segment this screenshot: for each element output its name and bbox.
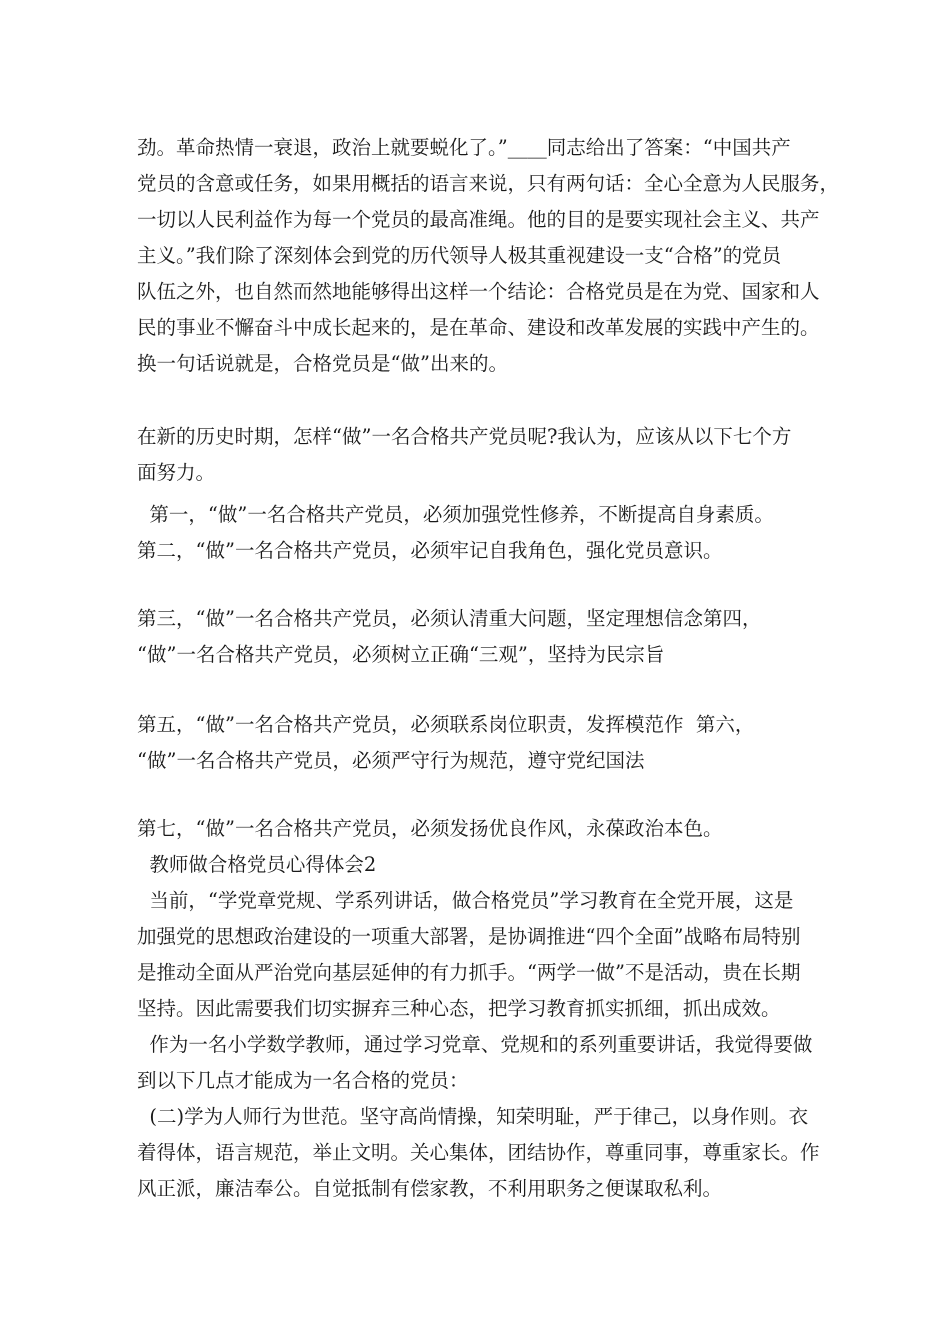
text-line: 第五，“做”一名合格共产党员，必须联系岗位职责，发挥模范作 第六， <box>137 713 755 736</box>
text-line: 队伍之外，也自然而然地能够得出这样一个结论：合格党员是在为党、国家和人 <box>137 280 820 303</box>
text-line: 坚持。因此需要我们切实摒弃三种心态，把学习教育抓实抓细，抓出成效。 <box>137 997 781 1020</box>
text-line: 主义。”我们除了深刻体会到党的历代领导人极其重视建设一支“合格”的党员 <box>137 244 782 267</box>
text-line: 第七，“做”一名合格共产党员，必须发扬优良作风，永葆政治本色。 <box>137 817 723 840</box>
text-line: 是推动全面从严治党向基层延伸的有力抓手。“两学一做”不是活动，贵在长期 <box>137 961 801 984</box>
text-line: 第一，“做”一名合格共产党员，必须加强党性修养，不断提高自身素质。 <box>137 503 774 526</box>
text-line: 作为一名小学数学教师，通过学习党章、党规和的系列重要讲话，我觉得要做 <box>137 1033 813 1056</box>
text-line: 一切以人民利益作为每一个党员的最高准绳。他的目的是要实现社会主义、共产 <box>137 208 820 231</box>
text-line: 面努力。 <box>137 461 216 484</box>
text-line: 民的事业不懈奋斗中成长起来的，是在革命、建设和改革发展的实践中产生的。 <box>137 316 820 339</box>
text-line: 当前，“学党章党规、学系列讲话，做合格党员”学习教育在全党开展，这是 <box>137 889 794 912</box>
text-line: (二)学为人师行为世范。坚守高尚情操，知荣明耻，严于律己，以身作则。衣 <box>137 1105 809 1128</box>
text-line: 在新的历史时期，怎样“做”一名合格共产党员呢?我认为，应该从以下七个方 <box>137 425 792 448</box>
section-heading: 教师做合格党员心得体会2 <box>137 853 377 876</box>
text-line: 着得体，语言规范，举止文明。关心集体，团结协作，尊重同事，尊重家长。作 <box>137 1141 820 1164</box>
text-line: 加强党的思想政治建设的一项重大部署，是协调推进“四个全面”战略布局特别 <box>137 925 801 948</box>
text-line: 第三，“做”一名合格共产党员，必须认清重大问题，坚定理想信念第四， <box>137 607 762 630</box>
text-line: 第二，“做”一名合格共产党员，必须牢记自我角色，强化党员意识。 <box>137 539 723 562</box>
text-line: 风正派，廉洁奉公。自觉抵制有偿家教，不利用职务之便谋取私利。 <box>137 1177 723 1200</box>
text-line: 到以下几点才能成为一名合格的党员： <box>137 1069 469 1092</box>
text-line: 党员的含意或任务，如果用概括的语言来说，只有两句话：全心全意为人民服务， <box>137 172 840 195</box>
text-line: 劲。革命热情一衰退，政治上就要蜕化了。”____同志给出了答案：“中国共产 <box>137 136 791 159</box>
text-line: 换一句话说就是，合格党员是“做”出来的。 <box>137 352 508 375</box>
text-line: “做”一名合格共产党员，必须树立正确“三观”，坚持为民宗旨 <box>137 643 665 666</box>
text-line: “做”一名合格共产党员，必须严守行为规范，遵守党纪国法 <box>137 749 645 772</box>
